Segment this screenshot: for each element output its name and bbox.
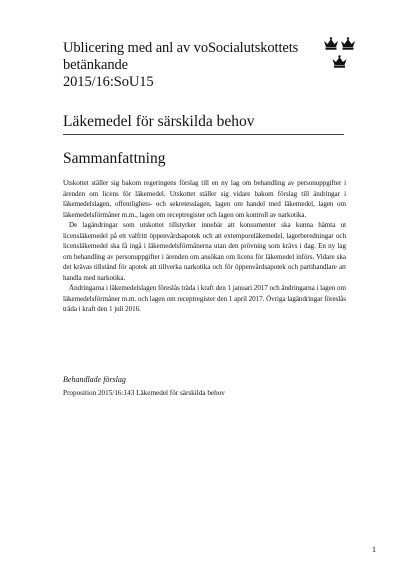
- header-line-3: 2015/16:SoU15: [63, 74, 154, 90]
- proposal-item: Proposition 2015/16:143 Läkemedel för särskilda behov: [63, 389, 225, 397]
- title-divider: [63, 134, 344, 135]
- header-line-1: Ublicering med anl av voSocialutskottets: [63, 40, 299, 56]
- summary-paragraph: Ändringarna i läkemedelslagen föreslås träda i kraft den 1 januari 2017 och ändringarna i lagen om läkemedelsförmåner m.m. och lagen om receptregister den 1 april 2017. Övriga lagändringar föreslås träda i kraft den 1 juli 2016.: [63, 284, 346, 313]
- crown-icon: [324, 37, 338, 49]
- section-title: Sammanfattning: [63, 150, 166, 167]
- summary-body: [63, 178, 346, 315]
- header-line-2: betänkande: [63, 57, 129, 73]
- summary-paragraph: De lagändringar som utskottet tillstyrker innebär att konsumenter ska kunna hämta ut licensläkemedel på ett valfritt öppenvårdsapotek och att extemporeläkemedel, lagerberedningar och licensläkemedel ska få ingå i läkemedelsförmånerna utan den prövning som krävs i dag. En ny lag om behandling av personuppgifter i ärenden om ansökan om licens för läkemedel införs. Vidare ska det krävas tillstånd för apotek att tillverka narkotika och för öppenvårdsapotek och partihandlare att handla med narkotika.: [63, 221, 346, 282]
- summary-paragraph: Utskottet ställer sig bakom regeringens förslag till en ny lag om behandling av personuppgifter i ärenden om licens för läkemedel. Utskottet ställer sig vidare bakom förslag till ändringar i läkemedelslagen, offentlighets- och sekretesslagen, lagen om handel med läkemedel, lagen om läkemedelsförmåner m.m., lagen om receptregister och lagen om kontroll av narkotika.: [63, 179, 346, 219]
- three-crowns-icon: [322, 36, 356, 72]
- crown-icon: [333, 55, 347, 67]
- proposals-heading: Behandlade förslag: [63, 375, 126, 384]
- crown-icon: [341, 37, 355, 49]
- report-header: [63, 40, 323, 91]
- page-number: 1: [372, 545, 376, 554]
- document-title: Läkemedel för särskilda behov: [63, 113, 255, 130]
